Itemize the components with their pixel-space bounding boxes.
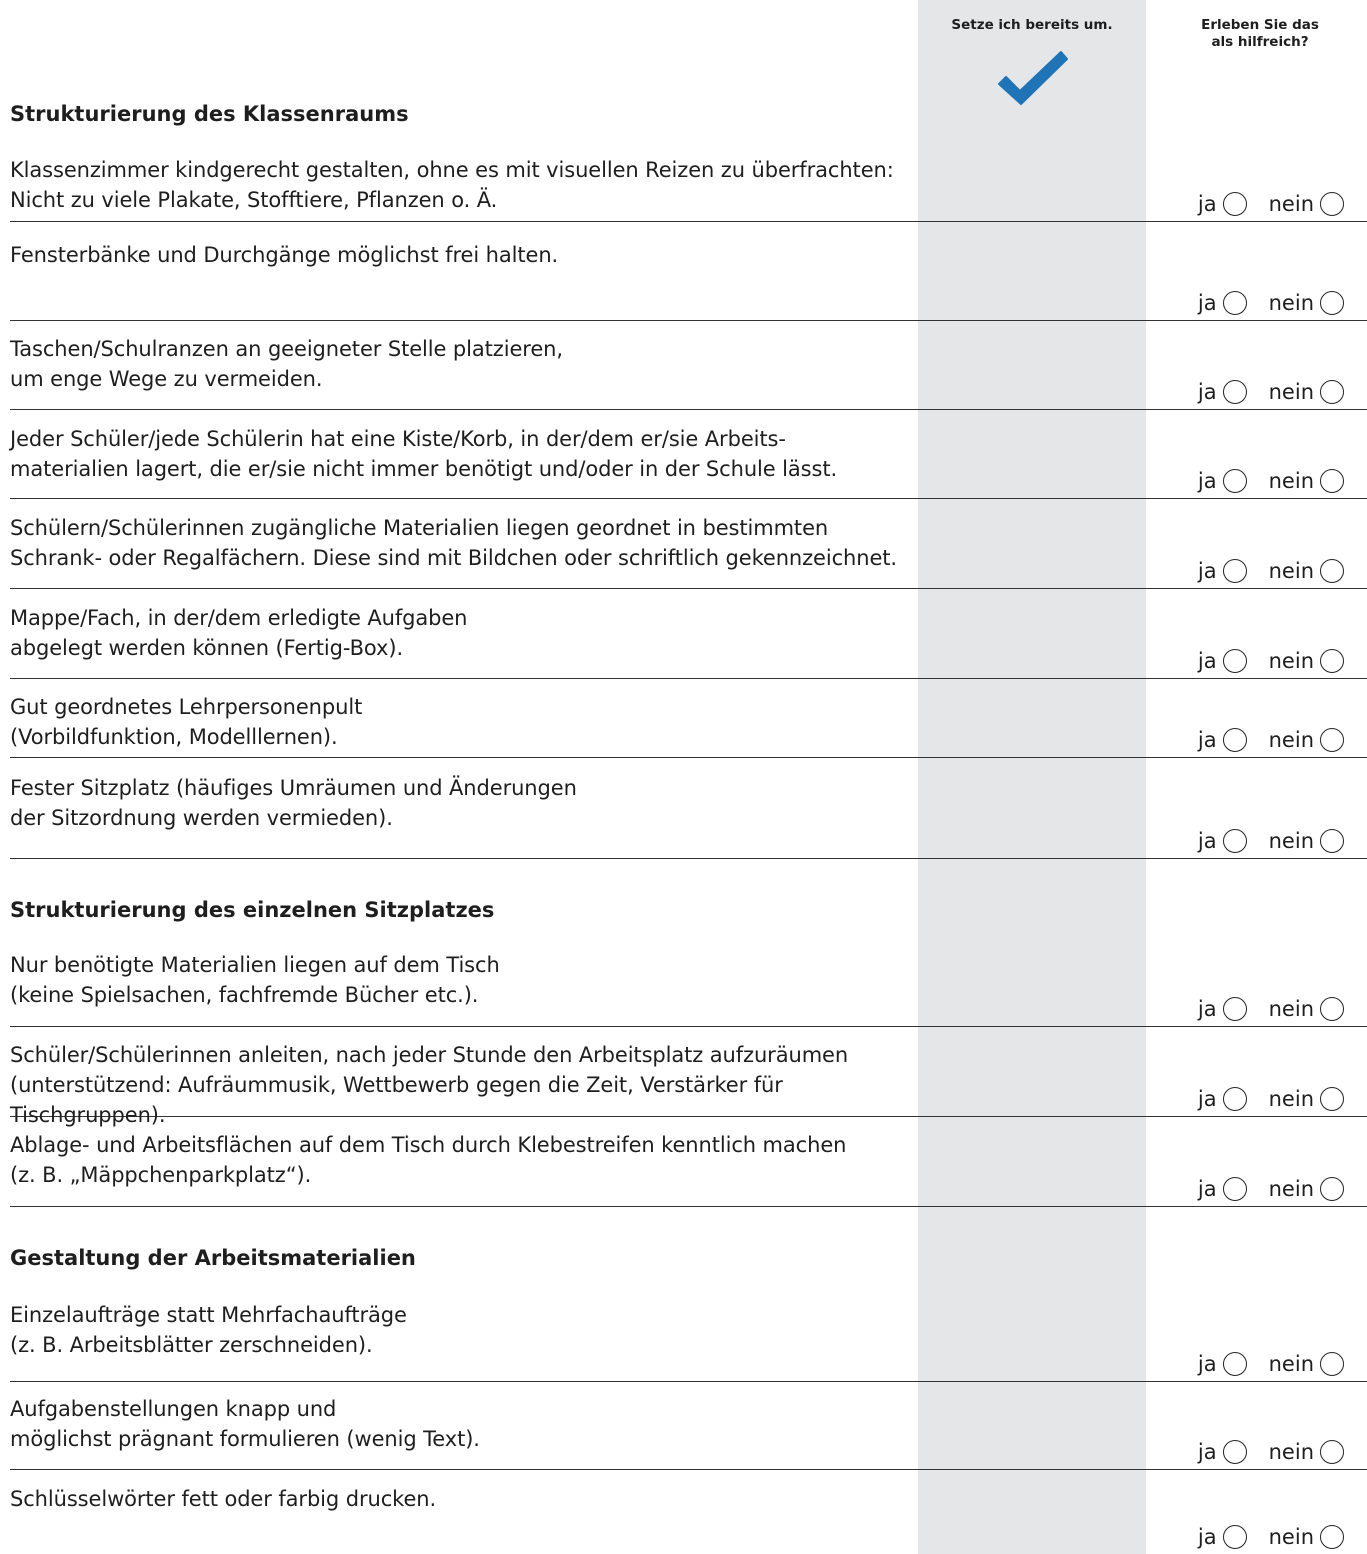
option-yes[interactable] [1198,379,1247,405]
option-yes-label: ja [1197,559,1217,583]
option-yes[interactable] [1198,996,1247,1022]
answer-group [1198,996,1344,1022]
option-yes-label: ja [1197,1177,1217,1201]
row-text: Klassenzimmer kindgerecht gestalten, ohne es mit visuellen Reizen zu überfrachten: Nicht zu viele Plakate, Stofftiere, Pflanzen o. Ä. [10,158,894,212]
option-yes[interactable] [1198,648,1247,674]
option-yes-label: ja [1197,1087,1217,1111]
radio-yes[interactable] [1223,649,1247,673]
radio-no[interactable] [1320,192,1344,216]
option-no-label: nein [1268,829,1314,853]
section-title-materials: Gestaltung der Arbeitsmaterialien [10,1246,416,1270]
answer-group [1198,1176,1344,1202]
answer-group [1198,191,1344,217]
header-helpful [1160,17,1360,51]
option-yes[interactable] [1198,1524,1247,1550]
option-no[interactable] [1269,828,1344,854]
radio-yes[interactable] [1223,728,1247,752]
checklist-row [10,424,1367,499]
checklist-row [10,1130,1367,1207]
answer-group [1198,1086,1344,1112]
option-yes[interactable] [1198,727,1247,753]
radio-yes[interactable] [1223,380,1247,404]
option-no[interactable] [1269,468,1344,494]
radio-yes[interactable] [1223,469,1247,493]
answer-group [1198,648,1344,674]
answer-group [1198,1439,1344,1465]
checklist-row [10,692,1367,758]
answer-group [1198,1524,1344,1550]
radio-no[interactable] [1320,1087,1344,1111]
option-yes[interactable] [1198,290,1247,316]
option-no[interactable] [1269,558,1344,584]
option-no[interactable] [1269,191,1344,217]
option-no[interactable] [1269,1351,1344,1377]
option-no[interactable] [1269,379,1344,405]
radio-yes[interactable] [1223,1525,1247,1549]
radio-no[interactable] [1320,1440,1344,1464]
answer-group [1198,290,1344,316]
option-no[interactable] [1269,996,1344,1022]
option-no-label: nein [1268,1525,1314,1549]
radio-no[interactable] [1320,559,1344,583]
radio-yes[interactable] [1223,1087,1247,1111]
option-yes-label: ja [1197,1440,1217,1464]
radio-yes[interactable] [1223,1352,1247,1376]
header-helpful-line1: Erleben Sie das [1201,17,1319,33]
checklist-row [10,773,1367,859]
option-yes-label: ja [1197,728,1217,752]
option-no[interactable] [1269,290,1344,316]
option-no-label: nein [1268,997,1314,1021]
radio-no[interactable] [1320,1177,1344,1201]
row-text: Aufgabenstellungen knapp und möglichst prägnant formulieren (wenig Text). [10,1397,480,1451]
checkmark-icon [997,50,1069,106]
radio-no[interactable] [1320,1525,1344,1549]
option-no[interactable] [1269,1439,1344,1465]
option-no-label: nein [1268,649,1314,673]
radio-no[interactable] [1320,649,1344,673]
row-text: Schüler/Schülerinnen anleiten, nach jeder Stunde den Arbeitsplatz aufzuräumen (unterstützend: Aufräummusik, Wettbewerb gegen die Zeit, Verstärker für Tischgruppen). [10,1043,849,1127]
option-yes-label: ja [1197,192,1217,216]
option-no-label: nein [1268,559,1314,583]
checklist-row [10,334,1367,410]
option-no-label: nein [1268,192,1314,216]
answer-group [1198,828,1344,854]
option-no-label: nein [1268,1177,1314,1201]
row-text: Taschen/Schulranzen an geeigneter Stelle platzieren, um enge Wege zu vermeiden. [10,337,563,391]
option-yes-label: ja [1197,380,1217,404]
option-no-label: nein [1268,1440,1314,1464]
option-yes[interactable] [1198,828,1247,854]
radio-yes[interactable] [1223,829,1247,853]
header-helpful-line2: als hilfreich? [1211,34,1309,50]
option-no-label: nein [1268,291,1314,315]
checklist-row [10,950,1367,1027]
radio-yes[interactable] [1223,997,1247,1021]
radio-no[interactable] [1320,291,1344,315]
radio-no[interactable] [1320,1352,1344,1376]
row-text: Schlüsselwörter fett oder farbig drucken. [10,1487,437,1511]
radio-no[interactable] [1320,728,1344,752]
option-yes-label: ja [1197,649,1217,673]
radio-no[interactable] [1320,380,1344,404]
row-text: Mappe/Fach, in der/dem erledigte Aufgaben abgelegt werden können (Fertig-Box). [10,606,468,660]
option-no[interactable] [1269,648,1344,674]
answer-group [1198,558,1344,584]
option-yes[interactable] [1198,1439,1247,1465]
row-text: Gut geordnetes Lehrpersonenpult (Vorbildfunktion, Modelllernen). [10,695,363,749]
radio-yes[interactable] [1223,192,1247,216]
row-text: Fensterbänke und Durchgänge möglichst frei halten. [10,243,559,267]
row-text: Fester Sitzplatz (häufiges Umräumen und Änderungen der Sitzordnung werden vermieden). [10,776,577,830]
option-yes[interactable] [1198,191,1247,217]
checklist-row [10,1040,1367,1127]
option-yes-label: ja [1197,829,1217,853]
option-yes[interactable] [1198,1176,1247,1202]
answer-group [1198,727,1344,753]
option-no[interactable] [1269,727,1344,753]
radio-yes[interactable] [1223,559,1247,583]
row-text: Nur benötigte Materialien liegen auf dem Tisch (keine Spielsachen, fachfremde Bücher etc.). [10,953,500,1007]
option-yes[interactable] [1198,558,1247,584]
radio-no[interactable] [1320,469,1344,493]
option-yes[interactable] [1198,1351,1247,1377]
checklist-row [10,513,1367,589]
section-title-classroom: Strukturierung des Klassenraums [10,102,409,126]
option-no-label: nein [1268,1352,1314,1376]
option-no-label: nein [1268,380,1314,404]
option-yes[interactable] [1198,468,1247,494]
answer-group [1198,379,1344,405]
option-yes-label: ja [1197,997,1217,1021]
checklist-row [10,240,1367,321]
option-yes[interactable] [1198,1086,1247,1112]
radio-no[interactable] [1320,997,1344,1021]
answer-group [1198,468,1344,494]
option-no[interactable] [1269,1524,1344,1550]
option-no-label: nein [1268,1087,1314,1111]
radio-no[interactable] [1320,829,1344,853]
radio-yes[interactable] [1223,1440,1247,1464]
section-title-seat: Strukturierung des einzelnen Sitzplatzes [10,898,495,922]
header-already-applied: Setze ich bereits um. [951,17,1113,33]
row-text: Einzelaufträge statt Mehrfachaufträge (z. B. Arbeitsblätter zerschneiden). [10,1303,407,1357]
option-no[interactable] [1269,1176,1344,1202]
checklist-row [10,603,1367,679]
radio-yes[interactable] [1223,291,1247,315]
row-text: Jeder Schüler/jede Schülerin hat eine Kiste/Korb, in der/dem er/sie Arbeits- materialien lagert, die er/sie nicht immer benötigt und/oder in der Schule lässt. [10,427,838,481]
checklist-row [10,1394,1367,1470]
option-yes-label: ja [1197,291,1217,315]
checklist-row [10,1484,1367,1554]
checklist-row [10,1300,1367,1382]
option-yes-label: ja [1197,469,1217,493]
row-text: Ablage- und Arbeitsflächen auf dem Tisch durch Klebestreifen kenntlich machen (z. B. „Mäppchenparkplatz“). [10,1133,847,1187]
radio-yes[interactable] [1223,1177,1247,1201]
answer-group [1198,1351,1344,1377]
row-text: Schülern/Schülerinnen zugängliche Materialien liegen geordnet in bestimmten Schrank- oder Regalfächern. Diese sind mit Bildchen oder schriftlich gekennzeichnet. [10,516,898,570]
option-no-label: nein [1268,469,1314,493]
option-no[interactable] [1269,1086,1344,1112]
option-no-label: nein [1268,728,1314,752]
option-yes-label: ja [1197,1352,1217,1376]
option-yes-label: ja [1197,1525,1217,1549]
checklist-row [10,155,1367,222]
